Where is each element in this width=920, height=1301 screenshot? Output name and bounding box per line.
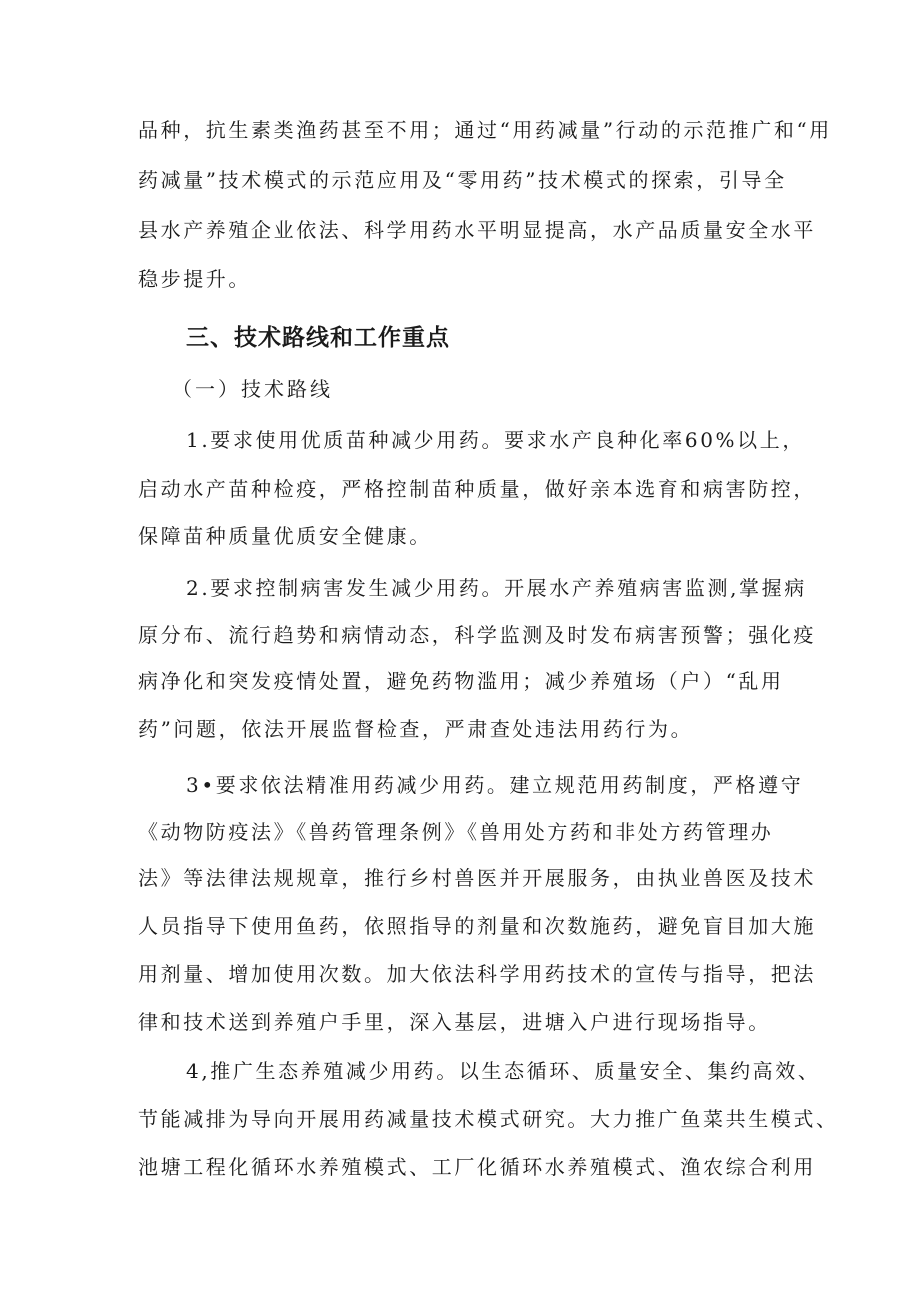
item-2-line-4: 药”问题，依法开展监督检查，严肃查处违法用药行为。 xyxy=(138,717,694,741)
item-3-line-2: 《动物防疫法》《兽药管理条例》《兽用处方药和非处方药管理办 xyxy=(138,820,774,844)
item-1-line-2: 启动水产苗种检疫，严格控制苗种质量，做好亲本选育和病害防控， xyxy=(138,477,816,501)
item-3-line-4: 人员指导下使用鱼药，依照指导的剂量和次数施药，避免盲目加大施 xyxy=(138,914,816,938)
item-2-line-1: 2.要求控制病害发生减少用药。开展水产养殖病害监测,掌握病 xyxy=(186,576,807,600)
item-1-line-1: 1.要求使用优质苗种减少用药。要求水产良种化率60%以上， xyxy=(186,428,805,452)
item-1-line-3: 保障苗种质量优质安全健康。 xyxy=(138,524,432,548)
item-4-line-2: 节能减排为导向开展用药减量技术模式研究。大力推广鱼菜共生模式、 xyxy=(138,1107,839,1131)
item-3-line-5: 用剂量、增加使用次数。加大依法科学用药技术的宣传与指导，把法 xyxy=(138,962,816,986)
section-heading: 三、技术路线和工作重点 xyxy=(186,325,450,351)
item-3-line-1: 3•要求依法精准用药减少用药。建立规范用药制度，严格遵守 xyxy=(186,773,804,797)
intro-line-4: 稳步提升。 xyxy=(138,267,251,291)
intro-line-3: 县水产养殖企业依法、科学用药水平明显提高，水产品质量安全水平 xyxy=(138,218,816,242)
intro-line-1: 品种，抗生素类渔药甚至不用；通过“用药减量”行动的示范推广和“用 xyxy=(138,118,832,142)
item-3-line-3: 法》等法律法规规章，推行乡村兽医并开展服务，由执业兽医及技术 xyxy=(138,866,816,890)
intro-line-2: 药减量”技术模式的示范应用及“零用药”技术模式的探索，引导全 xyxy=(138,168,787,192)
item-4-line-3: 池塘工程化循环水养殖模式、工厂化循环水养殖模式、渔农综合利用 xyxy=(138,1155,816,1179)
item-2-line-2: 原分布、流行趋势和病情动态，科学监测及时发布病害预警；强化疫 xyxy=(138,623,816,647)
item-3-line-6: 律和技术送到养殖户手里，深入基层，进塘入户进行现场指导。 xyxy=(138,1010,771,1034)
item-4-line-1: 4,推广生态养殖减少用药。以生态循环、质量安全、集约高效、 xyxy=(186,1059,821,1083)
subsection-heading: （一）技术路线 xyxy=(172,377,333,401)
item-2-line-3: 病净化和突发疫情处置，避免药物滥用；减少养殖场（户）“乱用 xyxy=(138,669,784,693)
